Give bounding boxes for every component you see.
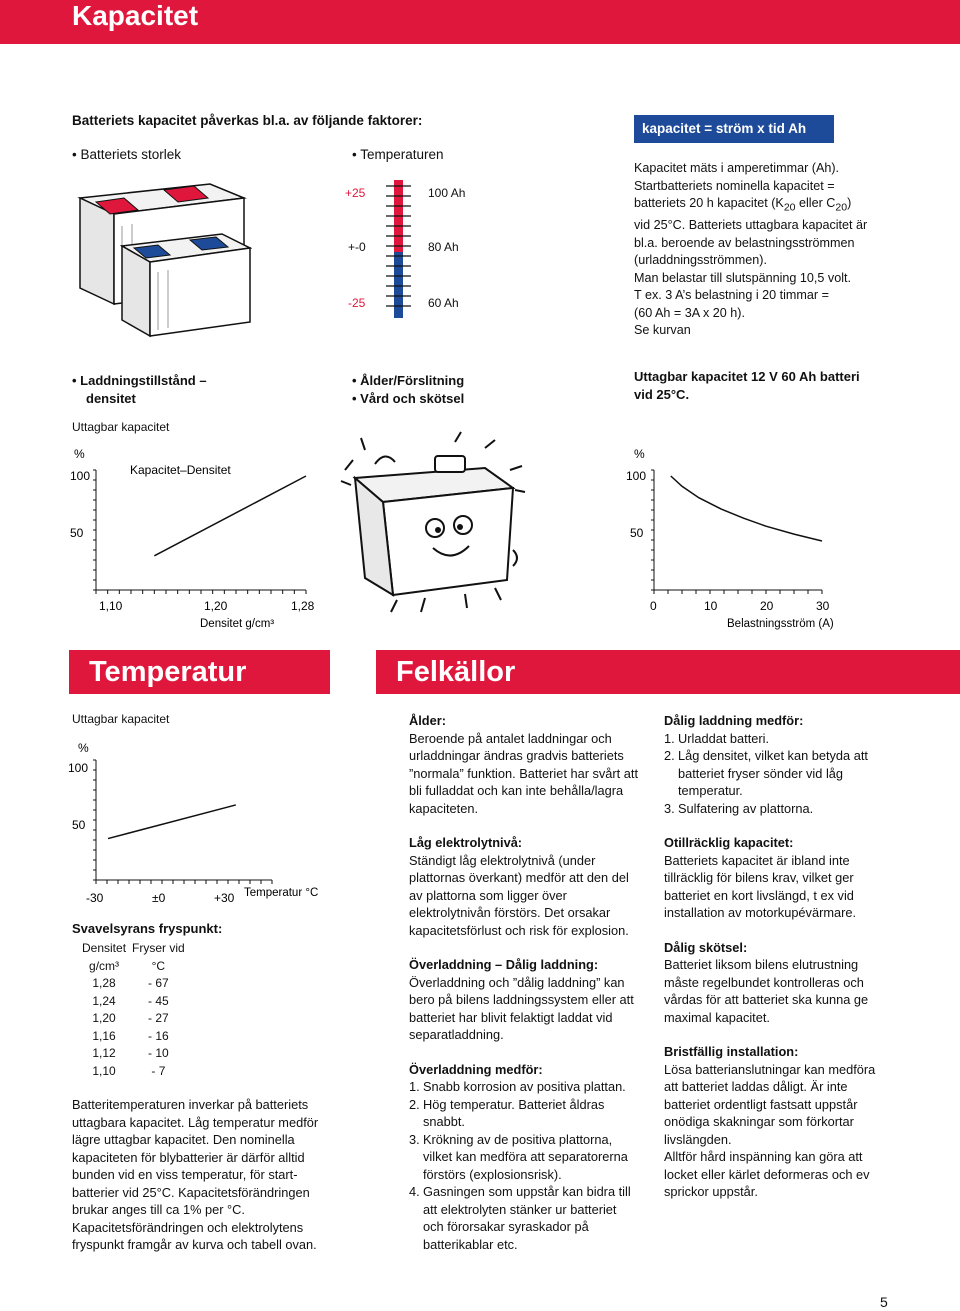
formula-line-1: Kapacitet mäts i amperetimmar (Ah). (634, 161, 840, 175)
list-item: 3. Sulfatering av plattorna. (664, 800, 814, 816)
freeze-col2-unit: °C (151, 958, 166, 973)
overladdning-heading: Överladdning – Dålig laddning: (409, 957, 599, 972)
chart1-ylabel: % (74, 447, 85, 461)
chart3-ylabel: % (78, 741, 89, 755)
formula-line-7: Man belastar till slutspänning 10,5 volt. (634, 270, 852, 285)
small-battery-icon (122, 234, 250, 336)
table-row: 1,24 - 45 (92, 993, 169, 1008)
worn-battery-illustration (335, 430, 535, 620)
chart1-xtick-128: 1,28 (291, 599, 315, 613)
ah-label-80: 80 Ah (428, 240, 459, 254)
density-chart (60, 440, 330, 635)
alder-heading: Ålder: (409, 713, 446, 728)
otill-body: Batteriets kapacitet är ibland inte tillräcklig för bilens krav, vilket ger batteriet en kort livslängd, t ex vid installation av motorkupévärmare. (664, 852, 857, 920)
formula-c-sub: 20 (835, 201, 848, 214)
table-row: 1,10 - 7 (92, 1063, 166, 1078)
skotsel-heading: Dålig skötsel: (664, 939, 748, 955)
formula-line-5: bl.a. beroende av belastningsströmmen (634, 235, 855, 250)
formula-box: kapacitet = ström x tid Ah (634, 115, 834, 143)
chart3-ytick-100: 100 (68, 761, 89, 775)
chart2-xtick-20: 20 (760, 599, 774, 613)
chart2-xlabel: Belastningsström (A) (727, 618, 834, 630)
factor-size: • Batteriets storlek (72, 147, 182, 162)
chart2-xtick-30: 30 (816, 599, 830, 613)
chart2-xtick-10: 10 (704, 599, 718, 613)
usable-heading (634, 368, 924, 403)
page-number: 5 (880, 1294, 888, 1310)
chart3-xtick-plus30: +30 (214, 891, 235, 905)
temp-label-0: +-0 (348, 240, 366, 254)
brist-body-2: Alltför hård inspänning kan göra att locket eller kärlet deformeras och ev sprickor uppstår. (664, 1149, 870, 1199)
formula-close: ) (847, 196, 852, 210)
chart1-title: Kapacitet–Densitet (130, 463, 231, 477)
overladdning-body: Överladdning och ”dålig laddning” kan bero på bilens laddningssystem eller att batteriet har blivit felaktigt laddat vid separatladdning. (409, 974, 634, 1042)
chart3-xlabel: Temperatur °C (244, 887, 319, 899)
freeze-col2-head: Fryser vid (132, 941, 185, 955)
formula-k-text: batteriets 20 h kapacitet (K (634, 196, 784, 210)
freeze-col1-head: Densitet (82, 941, 127, 955)
dalig-heading: Dålig laddning medför: (664, 713, 804, 728)
list-item: 4. Gasningen som uppstår kan bidra till att elektrolyten stänker ur batteriet och förorsakar syraskador på batterikablar etc. (409, 1184, 631, 1252)
formula-line-4: vid 25°C. Batteriets uttagbara kapacitet är (634, 218, 868, 233)
chart2-xtick-0: 0 (650, 599, 657, 613)
list-item: 1. Urladdat batteri. (664, 730, 770, 746)
chart1-ytick-100: 100 (70, 469, 91, 483)
battery-size-illustration (72, 176, 252, 346)
age-heading (352, 372, 464, 407)
thermometer-icon (380, 176, 420, 324)
temperatur-banner: Temperatur (69, 650, 330, 694)
temp-label-minus25: -25 (348, 296, 366, 310)
formula-line-10: Se kurvan (634, 323, 691, 338)
page-title: Kapacitet (72, 0, 199, 31)
felkallor-col2 (664, 712, 892, 1201)
chart2-ytick-100: 100 (626, 469, 647, 483)
intro-heading: Batteriets kapacitet påverkas bl.a. av följande faktorer: (72, 113, 423, 128)
table-row: 1,16 - 16 (92, 1028, 169, 1043)
chart1-xtick-110: 1,10 (99, 599, 123, 613)
formula-line-9: (60 Ah = 3A x 20 h). (634, 305, 745, 320)
chart3-series-line (108, 805, 236, 839)
age-heading-line2: • Vård och skötsel (352, 390, 465, 406)
chart2-ytick-50: 50 (630, 526, 644, 540)
formula-k-sub: 20 (783, 201, 796, 214)
formula-text (634, 160, 914, 340)
load-current-chart (620, 440, 880, 635)
elektrolyt-heading: Låg elektrolytnivå: (409, 835, 523, 850)
table-row: 1,28 - 67 (92, 976, 169, 990)
age-heading-line1: • Ålder/Förslitning (352, 373, 465, 388)
formula-line-8: T ex. 3 A’s belastning i 20 timmar = (634, 288, 829, 303)
temp-label-plus25: +25 (345, 186, 366, 200)
charge-heading-line1: • Laddningstillstånd – (72, 373, 207, 388)
ah-label-60: 60 Ah (428, 296, 459, 310)
otill-heading: Otillräcklig kapacitet: (664, 835, 794, 850)
chart1-ytick-50: 50 (70, 526, 84, 540)
temperatur-body: Batteritemperaturen inverkar på batteriets uttagbara kapacitet. Låg temperatur medför lägre uttagbar kapacitet. Den nominella kapaciteten för blybatterier är därför alltid bunden vid en viss temperatur, för start-batterier vid 25°C. Kapacitetsförändringen brukar anges till ca 1% per °C. Kapacitetsförändringen och elektrolytens fryspunkt framgår av kurva och tabell ovan. (72, 1097, 319, 1252)
freeze-heading: Svavelsyrans fryspunkt: (72, 921, 223, 936)
chart3-xtick-minus30: -30 (86, 891, 104, 905)
list-item: 2. Låg densitet, vilket kan betyda att batteriet fryser sönder vid låg temperatur. (664, 748, 868, 798)
brist-heading: Bristfällig installation: (664, 1044, 799, 1059)
charge-heading (72, 372, 207, 407)
table-row: 1,12 - 10 (92, 1046, 169, 1060)
usable-heading-line2: vid 25°C. (634, 386, 690, 402)
chart2-series-line (671, 476, 822, 541)
brist-body-1: Lösa batterianslutningar kan medföra att batteriet laddas dåligt. Är inte batteriet ordentligt fastsatt uppstår onödiga skakningar som förkortar livslängden. (664, 1061, 876, 1147)
usable-heading-line1: Uttagbar kapacitet 12 V 60 Ah batteri (634, 369, 860, 384)
list-item: 3. Krökning av de positiva plattorna, vilket kan medföra att separatorerna förstörs (explosionsrisk). (409, 1131, 628, 1182)
formula-line-3 (634, 195, 914, 217)
freeze-table-header (82, 940, 191, 958)
felkallor-col1 (409, 712, 639, 1253)
chart1-xlabel: Densitet g/cm³ (200, 618, 275, 630)
alder-body: Beroende på antalet laddningar och urladdningar ändras gradvis batteriets ”normala” funktion. Batteriet har svårt att bli fulladdat och kan inte behålla/lagra kapaciteten. (409, 730, 639, 816)
formula-line-2: Startbatteriets nominella kapacitet = (634, 178, 835, 193)
freeze-table-units (82, 958, 191, 976)
uttagbar-label-2: Uttagbar kapacitet (72, 712, 170, 726)
elektrolyt-body: Ständigt låg elektrolytnivå (under plattornas överkant) medför att den del av plattorna som ligger över elektrolytnivån förstörs. Det orsakar kapacitetsförlust och risk för explosion. (409, 852, 629, 938)
temperature-chart (60, 730, 340, 910)
chart3-ytick-50: 50 (72, 818, 86, 832)
ah-label-100: 100 Ah (428, 186, 466, 200)
chart3-xtick-0: ±0 (152, 891, 166, 905)
skotsel-body: Batteriet liksom bilens elutrustning måste regelbundet kontrolleras och vårdas för att batteriet ska kunna ge maximal kapacitet. (664, 957, 869, 1025)
medfor-list (409, 1078, 639, 1253)
freeze-col1-unit: g/cm³ (89, 958, 120, 973)
formula-line-6: (urladdningsströmmen). (634, 253, 767, 268)
list-item: 1. Snabb korrosion av positiva plattan. (409, 1079, 626, 1094)
charge-heading-line2: densitet (86, 390, 136, 406)
formula-c-text: eller C (795, 196, 836, 210)
table-row: 1,20 - 27 (92, 1011, 169, 1025)
dalig-list (664, 730, 892, 818)
chart1-xtick-120: 1,20 (204, 599, 228, 613)
chart1-series-line (154, 476, 306, 556)
felkallor-banner: Felkällor (376, 650, 960, 694)
freeze-table (82, 940, 191, 1080)
chart2-ylabel: % (634, 447, 645, 461)
list-item: 2. Hög temperatur. Batteriet åldras snabbt. (409, 1096, 605, 1129)
uttagbar-label-1: Uttagbar kapacitet (72, 420, 170, 434)
factor-temp: • Temperaturen (352, 147, 444, 162)
medfor-heading: Överladdning medför: (409, 1061, 543, 1077)
